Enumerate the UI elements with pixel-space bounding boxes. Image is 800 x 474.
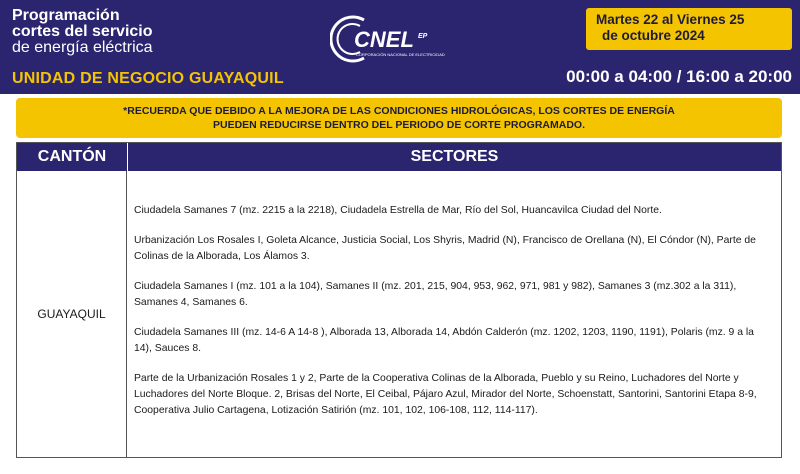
notice-line-1: *RECUERDA QUE DEBIDO A LA MEJORA DE LAS CONDICIONES HIDROLÓGICAS, LOS CORTES DE ENERGÍA	[123, 105, 675, 117]
logo-subtitle: CORPORACIÓN NACIONAL DE ELECTRICIDAD	[356, 52, 445, 57]
table-header	[17, 143, 781, 171]
sector-group: Ciudadela Samanes 7 (mz. 2215 a la 2218), Ciudadela Estrella de Mar, Río del Sol, Huancavilca Ciudad del Norte.	[134, 205, 662, 216]
title-line-3: de energía eléctrica	[12, 39, 153, 56]
schedule-table	[16, 142, 782, 458]
sector-group: Urbanización Los Rosales I, Goleta Alcance, Justicia Social, Los Shyris, Madrid (N), Francisco de Orellana (N), El Cóndor (N), Parte de Colinas de la Alborada, Los Álamos 3.	[134, 235, 756, 262]
logo-suffix: EP	[418, 33, 428, 40]
sector-group: Parte de la Urbanización Rosales 1 y 2, Parte de la Cooperativa Colinas de la Alborada, Pueblo y su Reino, Luchadores del Norte y Luchadores del Norte Bloque. 2, Brisas del Norte, El Ceibal, Pájaro Azul, Mirador del Norte, Schoenstatt, Santorini, Santorini Etapa 8-9, Cooperativa Julio Cartagena, Lotización Satirión (mz. 101, 102, 106-108, 112, 114-117).	[134, 373, 757, 416]
date-line-2: de octubre 2024	[602, 28, 705, 43]
sector-group: Ciudadela Samanes III (mz. 14-6 A 14-8 ), Alborada 13, Alborada 14, Abdón Calderón (mz. 1202, 1203, 1190, 1191), Polaris (mz. 9 a la 14), Sauces 8.	[134, 327, 754, 354]
sectores-cell	[128, 171, 781, 457]
cnel-logo	[330, 14, 480, 64]
notice-line-2: PUEDEN REDUCIRSE DENTRO DEL PERIODO DE CORTE PROGRAMADO.	[212, 119, 585, 131]
sector-group: Ciudadela Samanes I (mz. 101 a la 104), Samanes II (mz. 201, 215, 904, 953, 962, 971, 981 y 982), Samanes 3 (mz.302 a la 311), Samanes 4, Samanes 6.	[134, 281, 737, 308]
column-header-sectores: SECTORES	[127, 143, 781, 171]
business-unit: UNIDAD DE NEGOCIO GUAYAQUIL	[12, 70, 284, 87]
date-badge	[586, 8, 792, 50]
title-line-1: Programación	[12, 7, 120, 24]
header-title	[12, 8, 153, 56]
date-line-1: Martes 22 al Viernes 25	[596, 12, 745, 27]
header-banner	[0, 0, 800, 94]
canton-cell: GUAYAQUIL	[17, 171, 127, 457]
notice-banner	[16, 98, 782, 138]
column-header-canton: CANTÓN	[37, 148, 107, 165]
title-line-2: cortes del servicio	[12, 23, 153, 40]
time-range: 00:00 a 04:00 / 16:00 a 20:00	[566, 67, 792, 86]
logo-text: CNEL	[354, 27, 414, 52]
